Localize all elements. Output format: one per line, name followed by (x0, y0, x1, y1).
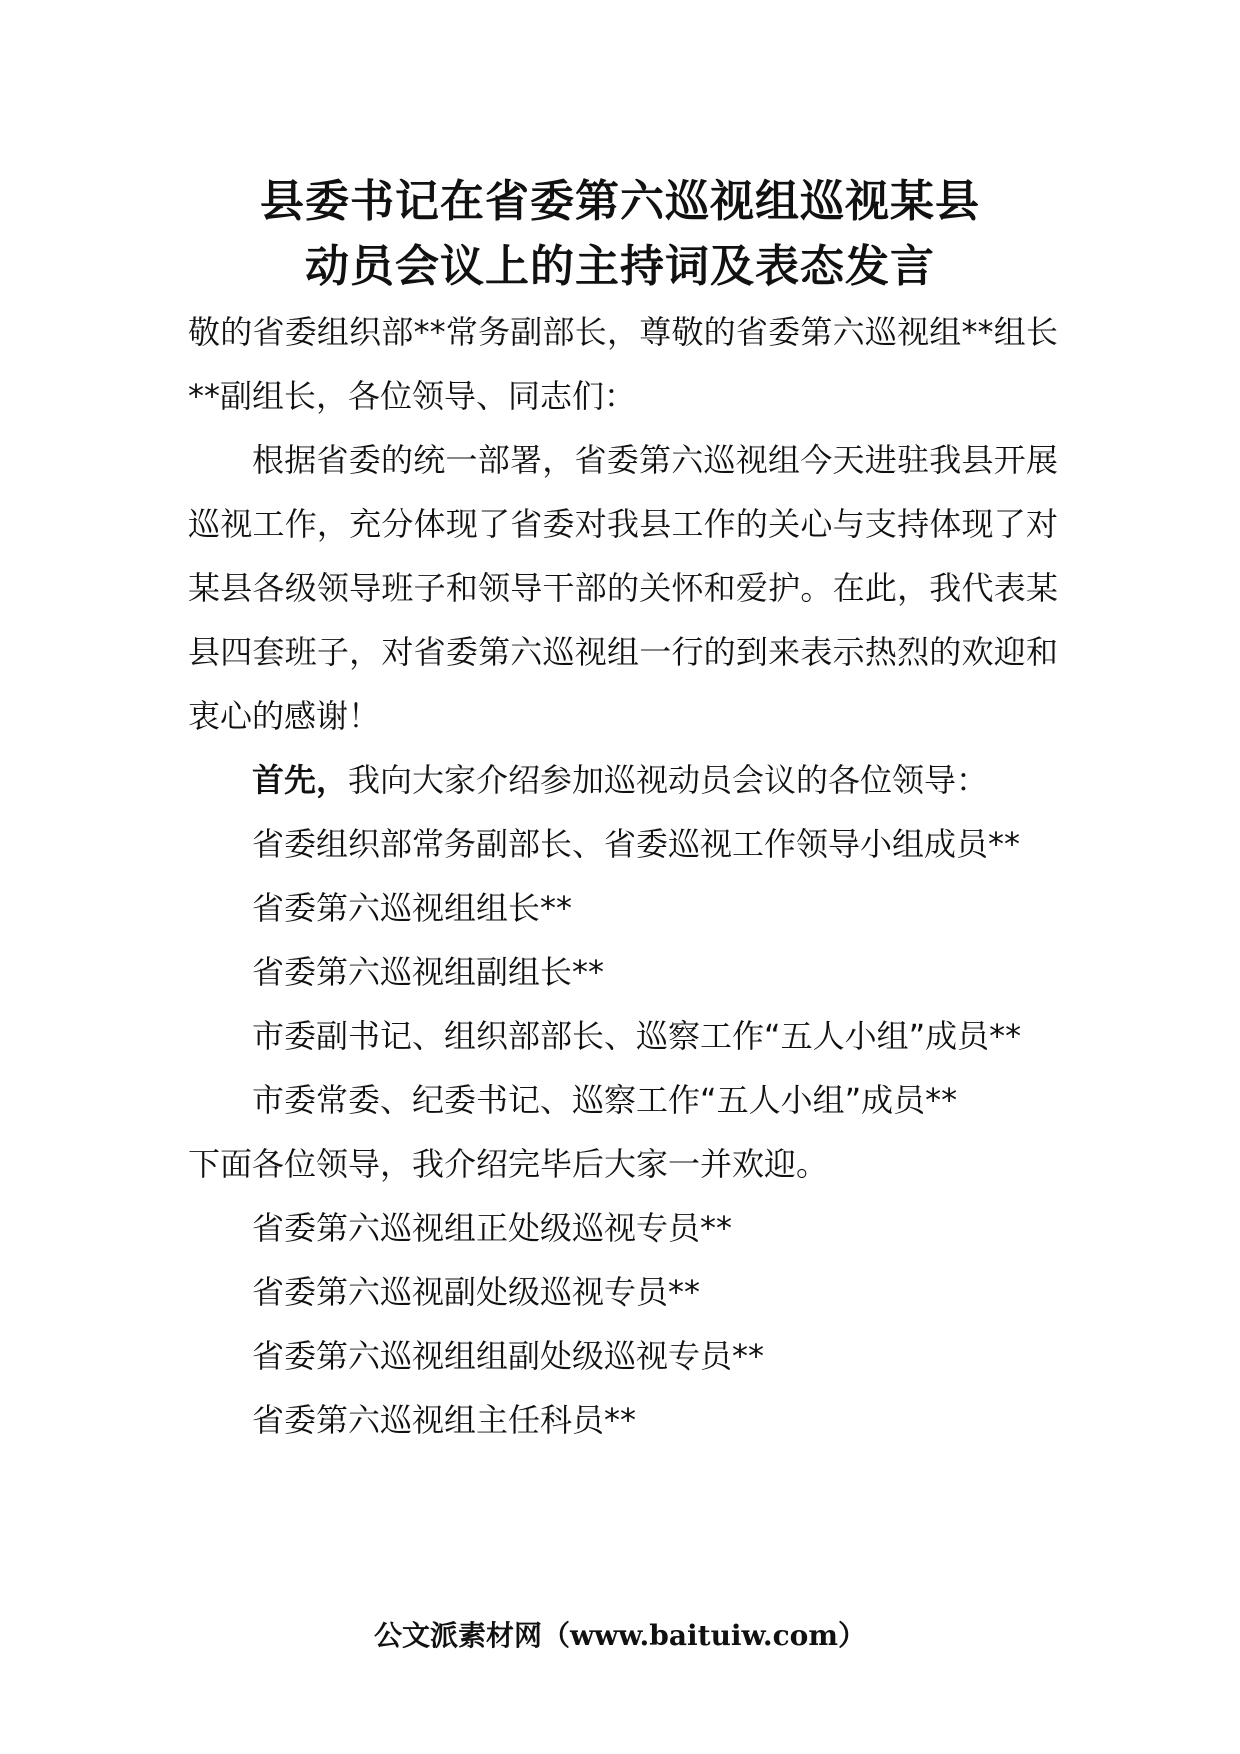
staff-item: 省委第六巡视副处级巡视专员** (252, 1273, 701, 1311)
footer-watermark: 公文派素材网（www.baituiw.com） (374, 1619, 866, 1652)
intro-bold-lead: 首先， (252, 761, 349, 799)
document-title-line2: 动员会议上的主持词及表态发言 (305, 241, 935, 292)
attendee-item: 市委副书记、组织部部长、巡察工作“五人小组”成员** (252, 1017, 1022, 1055)
attendee-item: 市委常委、纪委书记、巡察工作“五人小组”成员** (252, 1081, 958, 1119)
staff-item: 省委第六巡视组正处级巡视专员** (252, 1209, 733, 1247)
attendee-item: 省委组织部常务副部长、省委巡视工作领导小组成员** (252, 825, 1021, 863)
intro-text: 我向大家介绍参加巡视动员会议的各位领导： (348, 761, 989, 799)
document-title-line1: 县委书记在省委第六巡视组巡视某县 (260, 176, 980, 227)
paragraph: 根据省委的统一部署，省委第六巡视组今天进驻我县开展巡视工作，充分体现了省委对我县工作的关心与支持体现了对某县各级领导班子和领导干部的关怀和爱护。在此，我代表某县四套班子，对省委第六巡视组一行的到来表示热烈的欢迎和衷心的感谢！ (188, 441, 1058, 735)
salutation: 敬的省委组织部**常务副部长，尊敬的省委第六巡视组**组长**副组长，各位领导、同志们： (188, 313, 1058, 415)
attendee-item: 省委第六巡视组副组长** (252, 953, 605, 991)
document-body (188, 300, 1058, 1452)
attendee-item: 省委第六巡视组组长** (252, 889, 573, 927)
transition-text: 下面各位领导，我介绍完毕后大家一并欢迎。 (188, 1145, 829, 1183)
intro-paragraph (188, 748, 1058, 812)
staff-item: 省委第六巡视组组副处级巡视专员** (252, 1337, 765, 1375)
staff-item: 省委第六巡视组主任科员** (252, 1401, 637, 1439)
